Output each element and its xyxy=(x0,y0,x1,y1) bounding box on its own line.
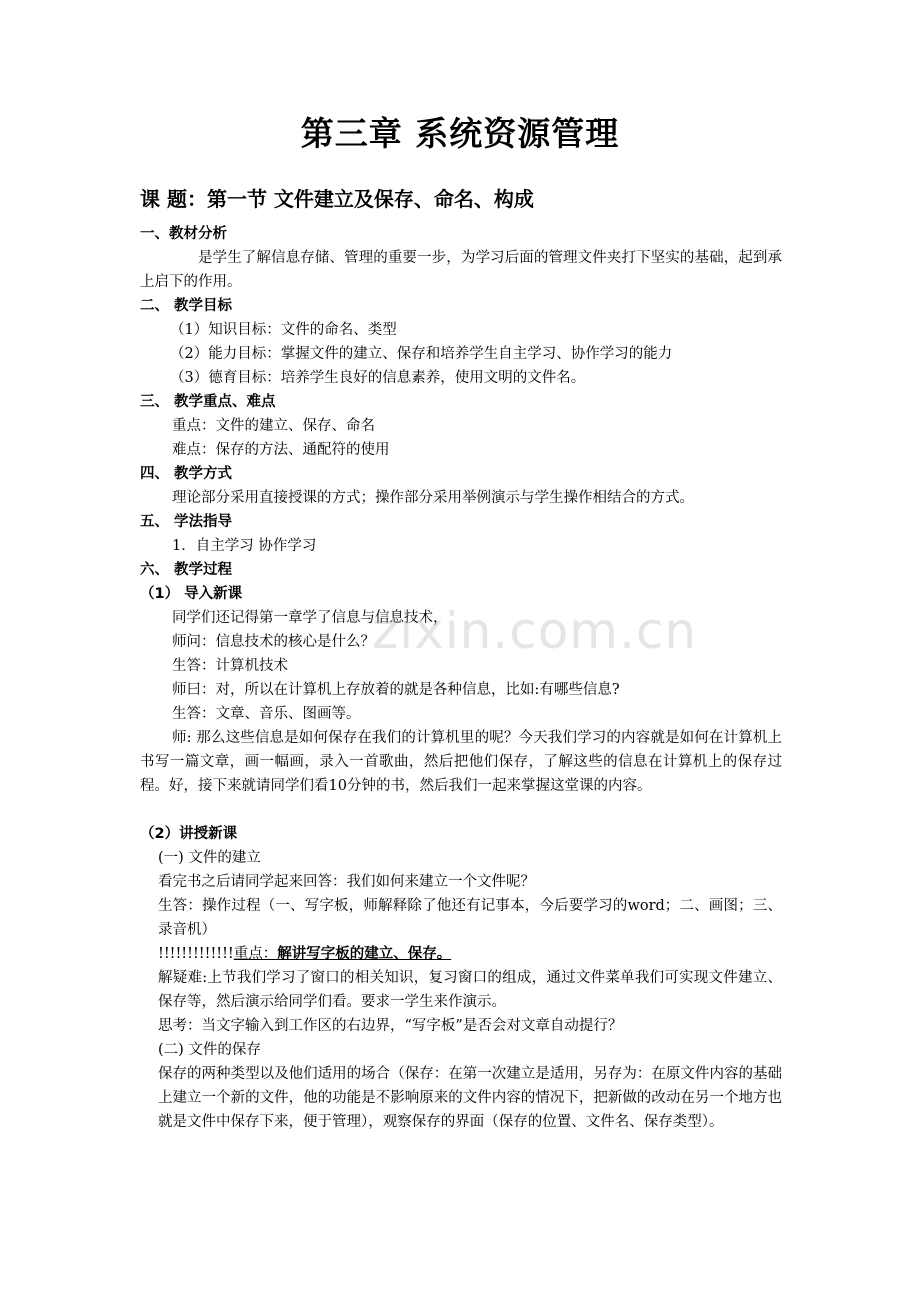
section-6-heading: 六、 教学过程 xyxy=(140,562,233,578)
dialogue-line: 生答：计算机技术 xyxy=(172,658,288,674)
section-5-body: 1．自主学习 协作学习 xyxy=(172,538,317,554)
exclamation-marks: !!!!!!!!!!!!! xyxy=(158,946,234,962)
objective-item: （2）能力目标：掌握文件的建立、保存和培养学生自主学习、协作学习的能力 xyxy=(170,346,673,362)
lesson-subtitle: 课 题：第一节 文件建立及保存、命名、构成 xyxy=(140,187,534,211)
subsection-heading: (二) 文件的保存 xyxy=(158,1042,261,1058)
chapter-title: 第三章 系统资源管理 xyxy=(300,114,620,153)
key-point-line xyxy=(158,942,451,966)
subsection-heading: (一) 文件的建立 xyxy=(158,850,261,866)
objective-item: （1）知识目标：文件的命名、类型 xyxy=(170,322,397,338)
think-question: 思考：当文字输入到工作区的右边界，“写字板”是否会对文章自动提行？ xyxy=(158,1018,623,1034)
section-1-heading: 一、教材分析 xyxy=(140,226,227,242)
dialogue-line: 师曰：对，所以在计算机上存放着的就是各种信息，比如:有哪些信息? xyxy=(172,682,620,698)
difficult-point: 难点：保存的方法、通配符的使用 xyxy=(172,442,390,458)
question-line: 看完书之后请同学起来回答：我们如何来建立一个文件呢？ xyxy=(158,874,535,890)
explanation-paragraph: 解疑难:上节我们学习了窗口的相关知识，复习窗口的组成，通过文件菜单我们可实现文件建立、保存等，然后演示给同学们看。要求一学生来作演示。 xyxy=(158,970,782,1010)
key-point-label: 重点： xyxy=(233,946,278,962)
objective-item: （3）德育目标：培养学生良好的信息素养，使用文明的文件名。 xyxy=(170,370,586,386)
section-4-body: 理论部分采用直接授课的方式；操作部分采用举例演示与学生操作相结合的方式。 xyxy=(172,490,694,506)
step-2-heading: （2）讲授新课 xyxy=(140,826,238,842)
key-point: 重点：文件的建立、保存、命名 xyxy=(172,418,375,434)
watermark: zixin.com.cn xyxy=(372,602,698,660)
section-5-heading: 五、 学法指导 xyxy=(140,514,233,530)
answer-paragraph: 生答：操作过程（一、写字板，师解释除了他还有记事本，今后要学习的word；二、画图；三、录音机） xyxy=(158,898,782,938)
dialogue-line: 同学们还记得第一章学了信息与信息技术， xyxy=(172,610,448,626)
save-paragraph: 保存的两种类型以及他们适用的场合（保存：在第一次建立是适用，另存为：在原文件内容的基础上建立一个新的文件，他的功能是不影响原来的文件内容的情况下，把新做的改动在另一个地方也就是文件中保存下来，便于管理），观察保存的界面（保存的位置、文件名、保存类型）。 xyxy=(158,1066,782,1130)
intro-paragraph: 师: 那么这些信息是如何保存在我们的计算机里的呢？今天我们学习的内容就是如何在计算机上书写一篇文章，画一幅画，录入一首歌曲，然后把他们保存，了解这些的信息在计算机上的保存过程。好，接下来就请同学们看10分钟的书，然后我们一起来掌握这堂课的内容。 xyxy=(140,730,782,794)
section-1-body: 是学生了解信息存储、管理的重要一步，为学习后面的管理文件夹打下坚实的基础，起到承上启下的作用。 xyxy=(140,250,782,290)
section-2-heading: 二、 教学目标 xyxy=(140,298,233,314)
dialogue-line: 师问：信息技术的核心是什么？ xyxy=(172,634,375,650)
dialogue-line: 生答：文章、音乐、图画等。 xyxy=(172,706,361,722)
section-3-heading: 三、 教学重点、难点 xyxy=(140,394,276,410)
section-4-heading: 四、 教学方式 xyxy=(140,466,233,482)
step-1-heading: （1） 导入新课 xyxy=(140,586,243,602)
key-point-text: 解讲写字板的建立、保存。 xyxy=(277,946,452,962)
